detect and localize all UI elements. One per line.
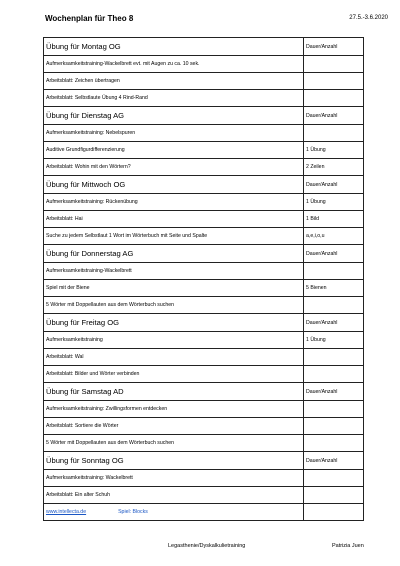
day-title: Übung für Montag OG — [44, 38, 304, 56]
task-text: Aufmerksamkeitstraining: Zwillingsformen entdecken — [44, 401, 304, 418]
game-link[interactable]: Spiel: Blocks — [118, 509, 148, 515]
task-text: 5 Wörter mit Doppellauten aus dem Wörterbuch suchen — [44, 435, 304, 452]
task-row — [44, 73, 364, 90]
day-header-row — [44, 176, 364, 194]
task-row — [44, 487, 364, 504]
links-row — [44, 504, 364, 521]
footer-center-text: Legasthenie/Dyskalkulietraining — [168, 543, 246, 549]
links-cell — [44, 504, 304, 521]
task-amount: 2 Zeilen — [304, 159, 364, 176]
task-amount: 5 Bienen — [304, 280, 364, 297]
task-amount — [304, 297, 364, 314]
task-amount — [304, 56, 364, 73]
task-text: Aufmerksamkeitstraining-Wackelbrett evt. mit Augen zu ca. 10 sek. — [44, 56, 304, 73]
task-row — [44, 228, 364, 245]
task-amount — [304, 435, 364, 452]
task-text: Aufmerksamkeitstraining: Nebelspuren — [44, 125, 304, 142]
day-title: Übung für Donnerstag AG — [44, 245, 304, 263]
task-row — [44, 401, 364, 418]
task-row — [44, 194, 364, 211]
task-text: Arbeitsblatt: Bilder und Wörter verbinden — [44, 366, 304, 383]
task-row — [44, 280, 364, 297]
task-row — [44, 211, 364, 228]
task-row — [44, 159, 364, 176]
amount-header: Dauer/Anzahl — [304, 314, 364, 332]
day-title: Übung für Mittwoch OG — [44, 176, 304, 194]
task-text: Arbeitsblatt: Wohin mit den Wörtern? — [44, 159, 304, 176]
task-amount — [304, 487, 364, 504]
task-amount — [304, 418, 364, 435]
task-text: Arbeitsblatt: Wal — [44, 349, 304, 366]
task-row — [44, 263, 364, 280]
task-amount: 1 Bild — [304, 211, 364, 228]
task-amount — [304, 263, 364, 280]
task-row — [44, 332, 364, 349]
task-amount: 1 Übung — [304, 194, 364, 211]
date-range: 27.5.-3.6.2020 — [349, 15, 388, 21]
weekly-plan-table — [43, 37, 364, 521]
amount-header: Dauer/Anzahl — [304, 245, 364, 263]
website-link[interactable]: www.intellecta.de — [46, 509, 87, 515]
task-amount — [304, 470, 364, 487]
task-row — [44, 349, 364, 366]
task-text: Suche zu jedem Selbstlaut 1 Wort im Wörterbuch mit Seite und Spalte — [44, 228, 304, 245]
page-title: Wochenplan für Theo 8 — [45, 14, 134, 23]
task-amount — [304, 349, 364, 366]
day-title: Übung für Sonntag OG — [44, 452, 304, 470]
task-row — [44, 366, 364, 383]
day-title: Übung für Samstag AD — [44, 383, 304, 401]
task-text: Aufmerksamkeitstraining: Wackelbrett — [44, 470, 304, 487]
task-amount — [304, 73, 364, 90]
task-text: Spiel mit der Biene — [44, 280, 304, 297]
task-amount — [304, 366, 364, 383]
task-row — [44, 470, 364, 487]
task-amount — [304, 90, 364, 107]
task-text: Aufmerksamkeitstraining — [44, 332, 304, 349]
task-row — [44, 435, 364, 452]
day-header-row — [44, 38, 364, 56]
task-row — [44, 418, 364, 435]
day-header-row — [44, 314, 364, 332]
task-text: Arbeitsblatt: Selbstlaute Übung 4 Rind-Rand — [44, 90, 304, 107]
task-row — [44, 125, 364, 142]
task-row — [44, 90, 364, 107]
task-amount: a,e,i,o,u — [304, 228, 364, 245]
task-row — [44, 142, 364, 159]
day-header-row — [44, 452, 364, 470]
day-header-row — [44, 107, 364, 125]
task-text: Auditive Grundfigurdifferenzierung — [44, 142, 304, 159]
task-text: Aufmerksamkeitstraining-Wackelbrett — [44, 263, 304, 280]
task-row — [44, 297, 364, 314]
amount-header: Dauer/Anzahl — [304, 107, 364, 125]
task-text: Arbeitsblatt: Ein alter Schuh — [44, 487, 304, 504]
day-header-row — [44, 245, 364, 263]
task-text: Arbeitsblatt: Hai — [44, 211, 304, 228]
day-title: Übung für Freitag OG — [44, 314, 304, 332]
task-text: Arbeitsblatt: Sortiere die Wörter — [44, 418, 304, 435]
task-text: 5 Wörter mit Doppellauten aus dem Wörterbuch suchen — [44, 297, 304, 314]
task-amount: 1 Übung — [304, 332, 364, 349]
task-text: Arbeitsblatt: Zeichen übertragen — [44, 73, 304, 90]
task-amount — [304, 125, 364, 142]
task-text: Aufmerksamkeitstraining: Rückenübung — [44, 194, 304, 211]
amount-header: Dauer/Anzahl — [304, 38, 364, 56]
amount-header: Dauer/Anzahl — [304, 176, 364, 194]
empty-amount-cell — [304, 504, 364, 521]
task-amount: 1 Übung — [304, 142, 364, 159]
day-title: Übung für Dienstag AG — [44, 107, 304, 125]
amount-header: Dauer/Anzahl — [304, 452, 364, 470]
amount-header: Dauer/Anzahl — [304, 383, 364, 401]
footer-author: Patrizia Juen — [332, 543, 364, 549]
day-header-row — [44, 383, 364, 401]
task-row — [44, 56, 364, 73]
task-amount — [304, 401, 364, 418]
